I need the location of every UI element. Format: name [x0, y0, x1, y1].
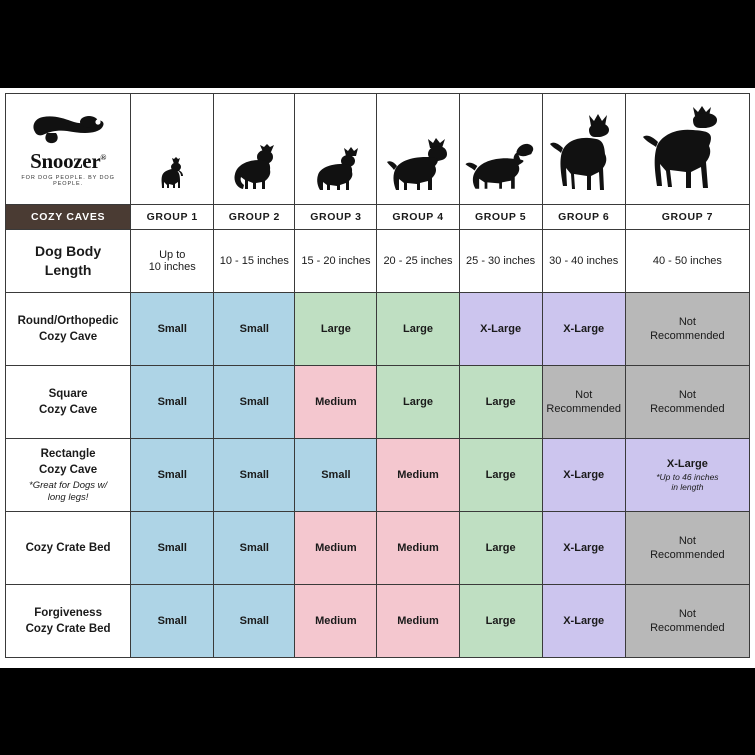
cell-r3-c2: Small: [214, 512, 295, 585]
silhouette-cell-group7: [625, 94, 749, 205]
cell-r4-c7: Not Recommended: [625, 585, 749, 658]
cell-r3-c6: X-Large: [542, 512, 625, 585]
cell-r1-c1: Small: [131, 366, 214, 439]
cell-r0-c3: Large: [295, 293, 377, 366]
cell-r2-c1: Small: [131, 439, 214, 512]
cell-r2-c7: [625, 439, 749, 512]
product-label-line1: Round/Orthopedic: [17, 314, 119, 327]
product-label-note: *Great for Dogs w/ long legs!: [29, 480, 108, 504]
product-label-line2: Cozy Crate Bed: [25, 623, 111, 635]
cell-r4-c2: Small: [214, 585, 295, 658]
cell-value: X-Large: [666, 457, 708, 470]
brand-name: Snoozer: [30, 148, 101, 173]
brand-logo-cell: [6, 94, 131, 205]
cell-r3-c1: Small: [131, 512, 214, 585]
cell-r4-c5: Large: [459, 585, 542, 658]
cell-r2-c3: Small: [295, 439, 377, 512]
cell-r0-c5: X-Large: [459, 293, 542, 366]
brand-registered-mark: ®: [100, 152, 107, 162]
silhouette-row: [6, 94, 750, 205]
product-label-forgiveness-cozy-crate-bed: [6, 585, 131, 658]
product-label-rectangle: [6, 439, 131, 512]
product-label-line1: Cozy Crate Bed: [25, 541, 111, 554]
doberman-silhouette: [543, 94, 625, 204]
table-row: [6, 293, 750, 366]
group-header-4: GROUP 4: [377, 205, 459, 230]
golden-retriever-silhouette: [460, 94, 542, 204]
length-value-6: 30 - 40 inches: [542, 230, 625, 293]
group-header-1: GROUP 1: [131, 205, 214, 230]
chihuahua-silhouette: [131, 94, 213, 204]
cell-r0-c1: Small: [131, 293, 214, 366]
group-header-5: GROUP 5: [459, 205, 542, 230]
length-value-2: 10 - 15 inches: [214, 230, 295, 293]
group-header-2: GROUP 2: [214, 205, 295, 230]
cell-r1-c2: Small: [214, 366, 295, 439]
table-row: [6, 366, 750, 439]
cell-r0-c7: Not Recommended: [625, 293, 749, 366]
table-row: [6, 512, 750, 585]
cell-r4-c6: X-Large: [542, 585, 625, 658]
dog-head-icon: [29, 112, 107, 149]
cell-r0-c2: Small: [214, 293, 295, 366]
cell-r0-c6: X-Large: [542, 293, 625, 366]
cell-r4-c1: Small: [131, 585, 214, 658]
great-dane-silhouette: [626, 94, 749, 204]
cell-r4-c4: Medium: [377, 585, 459, 658]
boston-terrier-silhouette: [295, 94, 376, 204]
product-label-round-orthopedic: [6, 293, 131, 366]
silhouette-cell-group3: [295, 94, 377, 205]
silhouette-cell-group2: [214, 94, 295, 205]
pomeranian-silhouette: [214, 94, 294, 204]
group-header-3: GROUP 3: [295, 205, 377, 230]
cell-r1-c5: Large: [459, 366, 542, 439]
brand-wordmark: [30, 148, 107, 173]
brand-tagline: FOR DOG PEOPLE. BY DOG PEOPLE.: [21, 174, 115, 187]
product-label-line2: Cozy Cave: [39, 331, 98, 343]
dog-bed-size-chart: [5, 93, 750, 658]
length-value-3: 15 - 20 inches: [295, 230, 377, 293]
cell-r3-c4: Medium: [377, 512, 459, 585]
group-header-7: GROUP 7: [625, 205, 749, 230]
length-value-7: 40 - 50 inches: [625, 230, 749, 293]
cell-r4-c3: Medium: [295, 585, 377, 658]
product-label-line2: Cozy Cave: [39, 404, 98, 416]
cell-r1-c7: Not Recommended: [625, 366, 749, 439]
cell-r3-c5: Large: [459, 512, 542, 585]
length-label-line2: Length: [44, 262, 92, 278]
cell-r1-c4: Large: [377, 366, 459, 439]
cell-r2-c4: Medium: [377, 439, 459, 512]
cell-r0-c4: Large: [377, 293, 459, 366]
shiba-inu-silhouette: [377, 94, 458, 204]
length-value-4: 20 - 25 inches: [377, 230, 459, 293]
cell-r2-c2: Small: [214, 439, 295, 512]
length-label-line1: Dog Body: [35, 243, 102, 260]
silhouette-cell-group6: [542, 94, 625, 205]
cell-note: *Up to 46 inches in length: [656, 471, 719, 492]
product-label-square: [6, 366, 131, 439]
dog-body-length-row: [6, 230, 750, 293]
table-row: [6, 439, 750, 512]
length-value-5: 25 - 30 inches: [459, 230, 542, 293]
dog-body-length-label: [6, 230, 131, 293]
product-label-line1: Rectangle: [40, 448, 96, 461]
product-label-line1: Forgiveness: [34, 606, 102, 619]
group-header-row: [6, 205, 750, 230]
size-chart-sheet: [0, 88, 755, 668]
length-value-1: Up to 10 inches: [131, 230, 214, 293]
group-header-6: GROUP 6: [542, 205, 625, 230]
cell-r1-c6: Not Recommended: [542, 366, 625, 439]
product-label-line2: Cozy Cave: [39, 464, 98, 477]
cell-r1-c3: Medium: [295, 366, 377, 439]
cell-r2-c5: Large: [459, 439, 542, 512]
product-label-line1: Square: [48, 387, 88, 400]
silhouette-cell-group5: [459, 94, 542, 205]
category-label: COZY CAVES: [6, 205, 131, 230]
table-row: [6, 585, 750, 658]
silhouette-cell-group1: [131, 94, 214, 205]
silhouette-cell-group4: [377, 94, 459, 205]
cell-r3-c3: Medium: [295, 512, 377, 585]
product-label-cozy-crate-bed: [6, 512, 131, 585]
cell-r2-c6: X-Large: [542, 439, 625, 512]
cell-r3-c7: Not Recommended: [625, 512, 749, 585]
